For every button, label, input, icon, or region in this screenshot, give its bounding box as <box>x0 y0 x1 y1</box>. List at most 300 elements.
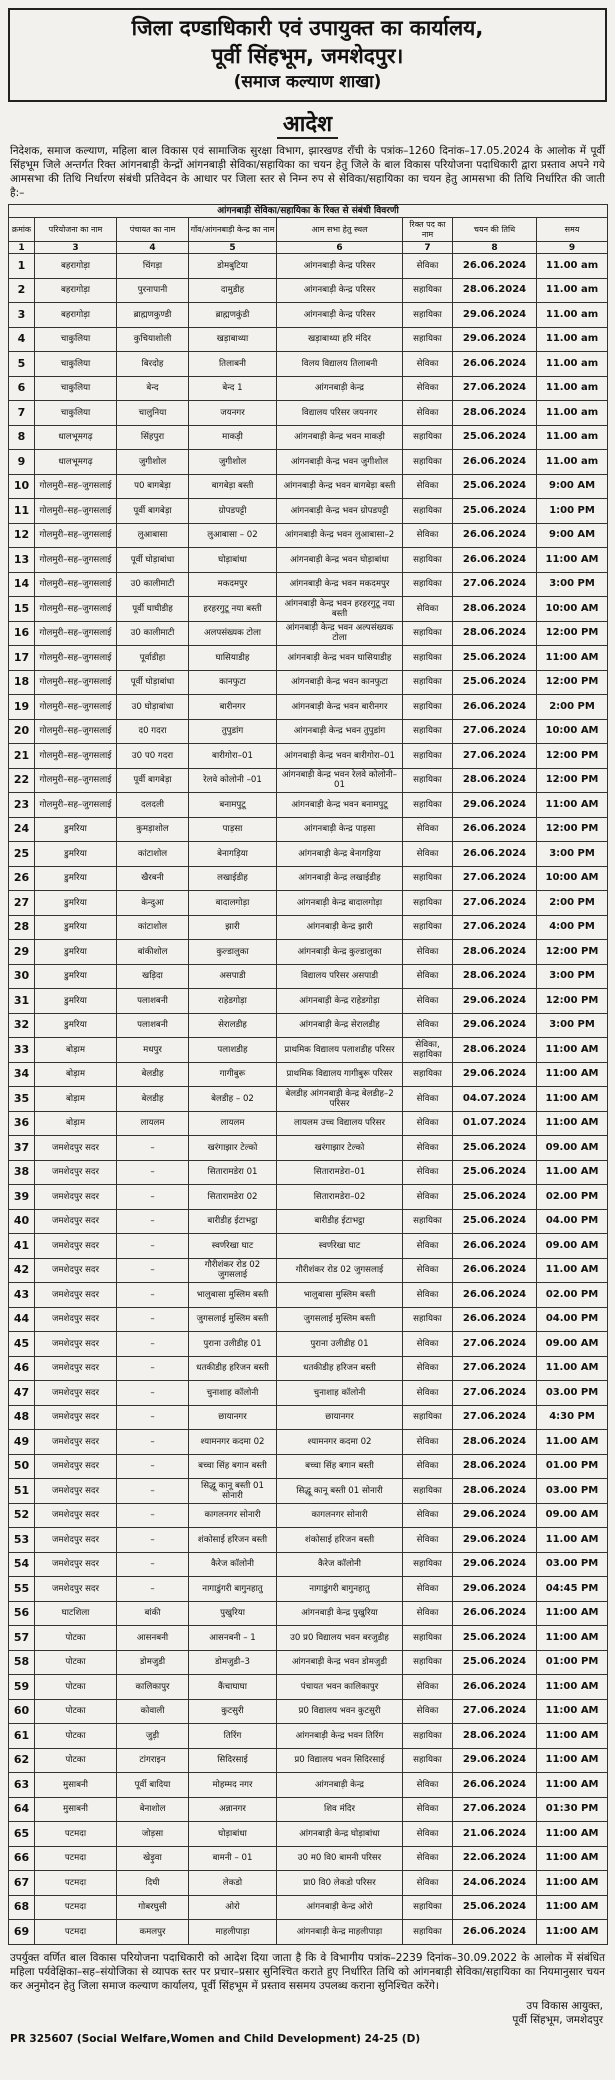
cell-village: लायलम <box>189 1111 277 1136</box>
cell-date: 26.06.2024 <box>453 1675 537 1700</box>
cell-project: जमशेदपुर सदर <box>35 1283 117 1308</box>
cell-serial: 16 <box>9 621 35 646</box>
cell-time: 10:00 AM <box>537 597 608 622</box>
cell-venue: पंचायत भवन कालिकापुर <box>277 1675 403 1700</box>
cell-panchayat: चालुनिया <box>117 401 189 426</box>
table-row <box>9 621 608 646</box>
table-row <box>9 597 608 622</box>
cell-date: 27.06.2024 <box>453 1381 537 1406</box>
cell-post: सहायिका <box>403 793 453 818</box>
cell-serial: 42 <box>9 1258 35 1283</box>
cell-post: सहायिका <box>403 327 453 352</box>
cell-venue: प्र0 विद्यालय भवन कुटसुरी <box>277 1699 403 1724</box>
cell-serial: 10 <box>9 474 35 499</box>
cell-venue: आंगनबाड़ी केन्द्र पाड़सा <box>277 817 403 842</box>
cell-time: 01.00 PM <box>537 1454 608 1479</box>
cell-venue: आंगनबाड़ी केन्द्र भवन डोमजुडी <box>277 1650 403 1675</box>
table-row <box>9 891 608 916</box>
cell-serial: 48 <box>9 1405 35 1430</box>
table-row <box>9 1013 608 1038</box>
order-title-wrap <box>0 108 615 138</box>
cell-project: गोलमुरी–सह–जुगसलाई <box>35 768 117 793</box>
cell-date: 27.06.2024 <box>453 1332 537 1357</box>
cell-post: सेविका <box>403 1675 453 1700</box>
cell-date: 26.06.2024 <box>453 1307 537 1332</box>
cell-venue: आंगनबाड़ी केन्द्र <box>277 1773 403 1798</box>
table-row <box>9 303 608 328</box>
cell-village: ब्राह्मणकुंडी <box>189 303 277 328</box>
cell-venue: आंगनबाड़ी केन्द्र बादालगोड़ा <box>277 891 403 916</box>
cell-project: मुसाबनी <box>35 1773 117 1798</box>
cell-panchayat: खड़िदा <box>117 964 189 989</box>
cell-project: पोटका <box>35 1699 117 1724</box>
cell-time: 02.00 PM <box>537 1283 608 1308</box>
cell-village: तिलाबनी <box>189 352 277 377</box>
column-number-row <box>9 242 608 254</box>
cell-date: 25.06.2024 <box>453 474 537 499</box>
table-row <box>9 1479 608 1504</box>
cell-panchayat: बिरदोह <box>117 352 189 377</box>
cell-serial: 2 <box>9 278 35 303</box>
table-row <box>9 695 608 720</box>
cell-village: बारीडीह ईटाभट्ठा <box>189 1209 277 1234</box>
table-row <box>9 1626 608 1651</box>
cell-date: 29.06.2024 <box>453 1528 537 1553</box>
cell-serial: 33 <box>9 1038 35 1063</box>
cell-post: सहायिका <box>403 303 453 328</box>
cell-time: 9:00 AM <box>537 523 608 548</box>
cell-serial: 25 <box>9 842 35 867</box>
cell-post: सहायिका <box>403 1748 453 1773</box>
cell-serial: 32 <box>9 1013 35 1038</box>
cell-project: गोलमुरी–सह–जुगसलाई <box>35 474 117 499</box>
cell-panchayat: पूर्वाडीहा <box>117 646 189 671</box>
table-row <box>9 1160 608 1185</box>
cell-village: ग्रोपडपट्टी <box>189 499 277 524</box>
cell-time: 04.00 PM <box>537 1209 608 1234</box>
cell-project: गोलमुरी–सह–जुगसलाई <box>35 621 117 646</box>
cell-time: 1:00 PM <box>537 499 608 524</box>
cell-panchayat: कोवाली <box>117 1699 189 1724</box>
cell-serial: 20 <box>9 719 35 744</box>
cell-village: अन्नानगर <box>189 1797 277 1822</box>
cell-panchayat: कालिकापुर <box>117 1675 189 1700</box>
table-row <box>9 1258 608 1283</box>
cell-post: सेविका, सहायिका <box>403 1038 453 1063</box>
cell-date: 24.06.2024 <box>453 1871 537 1896</box>
cell-venue: कागलनगर सोनारी <box>277 1503 403 1528</box>
table-row <box>9 1797 608 1822</box>
cell-panchayat: गोबरघुसी <box>117 1895 189 1920</box>
cell-time: 2:00 PM <box>537 695 608 720</box>
cell-village: लेकडो <box>189 1871 277 1896</box>
cell-village: भालुबासा मुस्लिम बस्ती <box>189 1283 277 1308</box>
cell-village: मोहम्मद नगर <box>189 1773 277 1798</box>
col-header-panchayat: पंचायत का नाम <box>117 218 189 242</box>
cell-venue: आंगनबाड़ी केन्द्र भवन घोड़ाबांधा <box>277 548 403 573</box>
cell-venue: आंगनबाड़ी केन्द्र भवन माकड़ी <box>277 425 403 450</box>
cell-serial: 7 <box>9 401 35 426</box>
cell-panchayat: – <box>117 1185 189 1210</box>
cell-panchayat: – <box>117 1552 189 1577</box>
cell-date: 27.06.2024 <box>453 915 537 940</box>
cell-post: सेविका <box>403 1577 453 1602</box>
cell-serial: 54 <box>9 1552 35 1577</box>
cell-serial: 37 <box>9 1136 35 1161</box>
cell-project: पटमदा <box>35 1920 117 1945</box>
cell-panchayat: – <box>117 1430 189 1455</box>
cell-venue: आंगनबाड़ी केन्द्र भवन घासियाडीह <box>277 646 403 671</box>
table-row <box>9 1528 608 1553</box>
cell-time: 10:00 AM <box>537 719 608 744</box>
cell-panchayat: – <box>117 1160 189 1185</box>
cell-project: पोटका <box>35 1626 117 1651</box>
cell-venue: आंगनबाड़ी केन्द्र भवन बारीनगर <box>277 695 403 720</box>
table-row <box>9 1283 608 1308</box>
cell-venue: खरंगाझार टेल्को <box>277 1136 403 1161</box>
cell-date: 26.06.2024 <box>453 548 537 573</box>
cell-post: सहायिका <box>403 1895 453 1920</box>
table-body <box>9 254 608 1945</box>
table-row <box>9 1062 608 1087</box>
cell-venue: आंगनबाड़ी केन्द्र बेनागड़िया <box>277 842 403 867</box>
cell-post: सहायिका <box>403 1724 453 1749</box>
cell-serial: 64 <box>9 1797 35 1822</box>
cell-project: डुमरिया <box>35 989 117 1014</box>
cell-venue: आंगनबाड़ी केन्द्र लखाईडीह <box>277 866 403 891</box>
cell-venue: बारीडीह ईटाभट्ठा <box>277 1209 403 1234</box>
cell-village: शंकोसाई हरिजन बस्ती <box>189 1528 277 1553</box>
cell-venue: खड़ाबाथ्या हरि मंदिर <box>277 327 403 352</box>
cell-post: सेविका <box>403 989 453 1014</box>
cell-village: लुआबासा – 02 <box>189 523 277 548</box>
cell-date: 28.06.2024 <box>453 1479 537 1504</box>
cell-date: 26.06.2024 <box>453 1601 537 1626</box>
cell-panchayat: खैरबनी <box>117 866 189 891</box>
cell-date: 28.06.2024 <box>453 597 537 622</box>
cell-serial: 19 <box>9 695 35 720</box>
table-row <box>9 254 608 279</box>
cell-post: सेविका <box>403 254 453 279</box>
cell-date: 29.06.2024 <box>453 1748 537 1773</box>
cell-village: मकदमपुर <box>189 572 277 597</box>
cell-venue: आंगनबाड़ी केन्द्र <box>277 376 403 401</box>
cell-serial: 41 <box>9 1234 35 1259</box>
cell-venue: आंगनबाड़ी केन्द्र सेरालडीह <box>277 1013 403 1038</box>
cell-post: सहायिका <box>403 1626 453 1651</box>
col-number: 8 <box>453 242 537 254</box>
cell-serial: 17 <box>9 646 35 671</box>
cell-serial: 43 <box>9 1283 35 1308</box>
cell-serial: 49 <box>9 1430 35 1455</box>
cell-project: जमशेदपुर सदर <box>35 1258 117 1283</box>
cell-project: डुमरिया <box>35 866 117 891</box>
intro-paragraph: निदेशक, समाज कल्याण, महिला बाल विकास एवं सामाजिक सुरक्षा विभाग, झारखण्ड राँची के पत्रांक–1260 दिनांक–17.05.2024 के आलोक में पूर्वी सिंहभूम जिले अन्तर्गत रिक्त आंगनबाड़ी केन्द्रों आंगनबाड़ी सेविका/सहायिका का चयन हेतु जिले के बाल विकास परियोजना पदाधिकारी द्वारा प्रस्ताव अपने गये आमसभा की तिथि निर्धारण संबंधी प्रतिवेदन के आधार पर जिला स्तर से निम्न रुप से सेविका/सहायिका का चयन हेतु आमसभा की तिथि निर्धारित की जाती है:– <box>10 145 605 199</box>
cell-venue: आंगनबाड़ी केन्द्र भवन अल्पसंख्यक टोला <box>277 621 403 646</box>
cell-serial: 18 <box>9 670 35 695</box>
cell-date: 25.06.2024 <box>453 1650 537 1675</box>
cell-serial: 21 <box>9 744 35 769</box>
cell-date: 28.06.2024 <box>453 1724 537 1749</box>
cell-date: 26.06.2024 <box>453 352 537 377</box>
table-row <box>9 1209 608 1234</box>
cell-serial: 39 <box>9 1185 35 1210</box>
cell-time: 11.00 AM <box>537 1258 608 1283</box>
cell-date: 25.06.2024 <box>453 1136 537 1161</box>
cell-date: 28.06.2024 <box>453 278 537 303</box>
cell-serial: 34 <box>9 1062 35 1087</box>
col-header-time: समय <box>537 218 608 242</box>
cell-serial: 66 <box>9 1846 35 1871</box>
cell-date: 26.06.2024 <box>453 1283 537 1308</box>
cell-project: बोड़ाम <box>35 1038 117 1063</box>
cell-village: गौरीशंकर रोड 02 जुगसलाई <box>189 1258 277 1283</box>
cell-date: 29.06.2024 <box>453 1062 537 1087</box>
table-row <box>9 327 608 352</box>
cell-time: 11.00 AM <box>537 1430 608 1455</box>
cell-panchayat: – <box>117 1258 189 1283</box>
cell-time: 11.00 am <box>537 278 608 303</box>
cell-venue: लायलम उच्च विद्यालय परिसर <box>277 1111 403 1136</box>
cell-date: 22.06.2024 <box>453 1846 537 1871</box>
cell-serial: 53 <box>9 1528 35 1553</box>
cell-project: बहरागोड़ा <box>35 254 117 279</box>
col-number: 9 <box>537 242 608 254</box>
cell-time: 11.00 am <box>537 352 608 377</box>
cell-time: 2:00 PM <box>537 891 608 916</box>
cell-time: 12:00 PM <box>537 670 608 695</box>
cell-date: 25.06.2024 <box>453 1626 537 1651</box>
footer-paragraph: उपर्युक्त वर्णित बाल विकास परियोजना पदाधिकारी को आदेश दिया जाता है कि वे विभागीय पत्रांक–2239 दिनांक–30.09.2022 के आलोक में संबंधित महिला पर्यवेक्षिका–सह–संयोजिका से व्यापक स्तर पर प्रचार–प्रसार सुनिश्चित कराते हुए निर्धारित तिथि को आंगनबाड़ी सेविका/सहायिका का नियमानुसार चयन कर अनुमोदन हेतु जिला समाज कल्याण कार्यालय, पूर्वी सिंहभूम में प्रस्ताव ससमय उपलब्ध कराना सुनिश्चित करेंगे। <box>10 1951 605 1992</box>
cell-panchayat: पूर्वी घाघीडीह <box>117 597 189 622</box>
cell-venue: विलय विद्यालय तिलाबनी <box>277 352 403 377</box>
table-row <box>9 278 608 303</box>
cell-project: पटमदा <box>35 1822 117 1847</box>
cell-venue: धतकीडीह हरिजन बस्ती <box>277 1356 403 1381</box>
cell-date: 27.06.2024 <box>453 744 537 769</box>
table-row <box>9 523 608 548</box>
cell-panchayat: कांटाशोल <box>117 842 189 867</box>
cell-village: बेलडीह – 02 <box>189 1087 277 1112</box>
cell-panchayat: – <box>117 1381 189 1406</box>
cell-time: 11:00 AM <box>537 1773 608 1798</box>
table-row <box>9 352 608 377</box>
cell-date: 26.06.2024 <box>453 523 537 548</box>
table-row <box>9 1895 608 1920</box>
cell-date: 25.06.2024 <box>453 646 537 671</box>
table-row <box>9 1675 608 1700</box>
cell-village: कानफुटा <box>189 670 277 695</box>
cell-post: सेविका <box>403 1136 453 1161</box>
cell-post: सेविका <box>403 1185 453 1210</box>
table-row <box>9 1920 608 1945</box>
cell-project: बहरागोड़ा <box>35 303 117 328</box>
cell-panchayat: पलाशबनी <box>117 989 189 1014</box>
cell-post: सेविका <box>403 1503 453 1528</box>
cell-panchayat: मधपुर <box>117 1038 189 1063</box>
cell-time: 11.00 am <box>537 401 608 426</box>
cell-time: 11:00 AM <box>537 793 608 818</box>
cell-panchayat: पूर्वी बागबेड़ा <box>117 499 189 524</box>
table-row <box>9 842 608 867</box>
cell-panchayat: जुगीशोल <box>117 450 189 475</box>
table-row <box>9 1748 608 1773</box>
cell-serial: 45 <box>9 1332 35 1357</box>
cell-date: 26.06.2024 <box>453 1258 537 1283</box>
cell-time: 11:00 AM <box>537 1038 608 1063</box>
cell-serial: 28 <box>9 915 35 940</box>
cell-venue: आंगनबाड़ी केन्द्र माहलीपाड़ा <box>277 1920 403 1945</box>
table-row <box>9 1822 608 1847</box>
cell-serial: 52 <box>9 1503 35 1528</box>
cell-date: 26.06.2024 <box>453 1234 537 1259</box>
cell-post: सहायिका <box>403 744 453 769</box>
cell-project: डुमरिया <box>35 940 117 965</box>
cell-panchayat: पलाशबनी <box>117 1013 189 1038</box>
cell-serial: 11 <box>9 499 35 524</box>
cell-time: 11:00 AM <box>537 1062 608 1087</box>
cell-post: सहायिका <box>403 719 453 744</box>
cell-time: 3:00 PM <box>537 964 608 989</box>
cell-project: डुमरिया <box>35 817 117 842</box>
cell-panchayat: – <box>117 1405 189 1430</box>
cell-date: 26.06.2024 <box>453 1773 537 1798</box>
cell-project: पोटका <box>35 1650 117 1675</box>
col-header-village: गाँव/आंगनबाड़ी केन्द्र का नाम <box>189 218 277 242</box>
col-number: 3 <box>35 242 117 254</box>
cell-village: पुखुरिया <box>189 1601 277 1626</box>
cell-date: 27.06.2024 <box>453 572 537 597</box>
cell-time: 02.00 PM <box>537 1185 608 1210</box>
cell-panchayat: पूर्वी घोड़ाबांधा <box>117 548 189 573</box>
cell-date: 26.06.2024 <box>453 1920 537 1945</box>
cell-post: सहायिका <box>403 278 453 303</box>
cell-time: 09.00 AM <box>537 1136 608 1161</box>
cell-project: बहरागोड़ा <box>35 278 117 303</box>
cell-village: सितारामडेरा 01 <box>189 1160 277 1185</box>
cell-time: 4:30 PM <box>537 1405 608 1430</box>
cell-time: 11.00 AM <box>537 1356 608 1381</box>
cell-venue: आंगनबाड़ी केन्द्र झारी <box>277 915 403 940</box>
cell-venue: नागाडुंगरी बागुनहातु <box>277 1577 403 1602</box>
cell-project: जमशेदपुर सदर <box>35 1528 117 1553</box>
cell-project: गोलमुरी–सह–जुगसलाई <box>35 719 117 744</box>
cell-village: सेरालडीह <box>189 1013 277 1038</box>
table-row <box>9 1234 608 1259</box>
cell-date: 29.06.2024 <box>453 327 537 352</box>
col-number: 5 <box>189 242 277 254</box>
cell-serial: 15 <box>9 597 35 622</box>
cell-panchayat: पुरनापानी <box>117 278 189 303</box>
cell-serial: 57 <box>9 1626 35 1651</box>
table-row <box>9 425 608 450</box>
cell-time: 11.00 am <box>537 376 608 401</box>
cell-post: सहायिका <box>403 891 453 916</box>
cell-venue: जुगसलाई मुस्लिम बस्ती <box>277 1307 403 1332</box>
col-header-post: रिक्त पद का नाम <box>403 218 453 242</box>
table-row <box>9 1724 608 1749</box>
cell-project: गोलमुरी–सह–जुगसलाई <box>35 793 117 818</box>
cell-serial: 27 <box>9 891 35 916</box>
cell-panchayat: उ0 कालीमाटी <box>117 572 189 597</box>
cell-date: 01.07.2024 <box>453 1111 537 1136</box>
cell-venue: आंगनबाड़ी केन्द्र पुखुरिया <box>277 1601 403 1626</box>
table-row <box>9 376 608 401</box>
cell-project: चाकुलिया <box>35 352 117 377</box>
cell-project: जमशेदपुर सदर <box>35 1307 117 1332</box>
cell-venue: आंगनबाड़ी केन्द्र भवन कानफुटा <box>277 670 403 695</box>
cell-venue: स्वर्णरेखा घाट <box>277 1234 403 1259</box>
cell-panchayat: – <box>117 1454 189 1479</box>
cell-project: गोलमुरी–सह–जुगसलाई <box>35 695 117 720</box>
cell-village: राहेडगोड़ा <box>189 989 277 1014</box>
table-row <box>9 989 608 1014</box>
cell-village: सिद्धू कानू बस्ती 01 सोनारी <box>189 1479 277 1504</box>
cell-venue: सितारामडेरा–02 <box>277 1185 403 1210</box>
cell-village: पुराना उलीडीह 01 <box>189 1332 277 1357</box>
cell-time: 11:00 AM <box>537 1846 608 1871</box>
cell-post: सेविका <box>403 1381 453 1406</box>
cell-post: सेविका <box>403 1332 453 1357</box>
cell-time: 11:00 AM <box>537 1724 608 1749</box>
cell-time: 01:00 PM <box>537 1650 608 1675</box>
cell-serial: 1 <box>9 254 35 279</box>
cell-village: कैरेज कॉलोनी <box>189 1552 277 1577</box>
table-row <box>9 548 608 573</box>
cell-serial: 38 <box>9 1160 35 1185</box>
cell-serial: 44 <box>9 1307 35 1332</box>
col-number: 4 <box>117 242 189 254</box>
col-number: 6 <box>277 242 403 254</box>
cell-village: बादालगोड़ा <box>189 891 277 916</box>
table-row <box>9 1430 608 1455</box>
table-row <box>9 964 608 989</box>
cell-serial: 8 <box>9 425 35 450</box>
cell-time: 11:00 AM <box>537 1822 608 1847</box>
table-row <box>9 1356 608 1381</box>
cell-serial: 29 <box>9 940 35 965</box>
cell-time: 11.00 am <box>537 327 608 352</box>
cell-time: 11.00 AM <box>537 1528 608 1553</box>
cell-village: चुनाशाह कॉलोनी <box>189 1381 277 1406</box>
cell-project: गोलमुरी–सह–जुगसलाई <box>35 744 117 769</box>
cell-panchayat: खेड़ुवा <box>117 1846 189 1871</box>
cell-project: गोलमुरी–सह–जुगसलाई <box>35 670 117 695</box>
table-row <box>9 670 608 695</box>
cell-time: 01:30 PM <box>537 1797 608 1822</box>
cell-village: कुल्डालुका <box>189 940 277 965</box>
cell-panchayat: ब्राह्मणकुण्डी <box>117 303 189 328</box>
cell-serial: 47 <box>9 1381 35 1406</box>
cell-venue: बच्चा सिंह बगान बस्ती <box>277 1454 403 1479</box>
cell-time: 11:00 AM <box>537 1748 608 1773</box>
cell-time: 11.00 am <box>537 303 608 328</box>
cell-date: 27.06.2024 <box>453 1405 537 1430</box>
cell-panchayat: केन्दुआ <box>117 891 189 916</box>
cell-venue: विद्यालय परिसर असपाडी <box>277 964 403 989</box>
cell-venue: सिद्धू कानू बस्ती 01 सोनारी <box>277 1479 403 1504</box>
cell-date: 28.06.2024 <box>453 1038 537 1063</box>
cell-project: जमशेदपुर सदर <box>35 1405 117 1430</box>
cell-village: बनामपुटू <box>189 793 277 818</box>
cell-panchayat: कुमड़ाशोल <box>117 817 189 842</box>
cell-venue: उ0 म0 वि0 बामनी परिसर <box>277 1846 403 1871</box>
cell-village: सिदिरसाई <box>189 1748 277 1773</box>
cell-panchayat: – <box>117 1136 189 1161</box>
cell-time: 11.00 am <box>537 254 608 279</box>
cell-time: 12:00 PM <box>537 744 608 769</box>
cell-venue: आंगनबाड़ी केन्द्र भवन बारीगोरा–01 <box>277 744 403 769</box>
